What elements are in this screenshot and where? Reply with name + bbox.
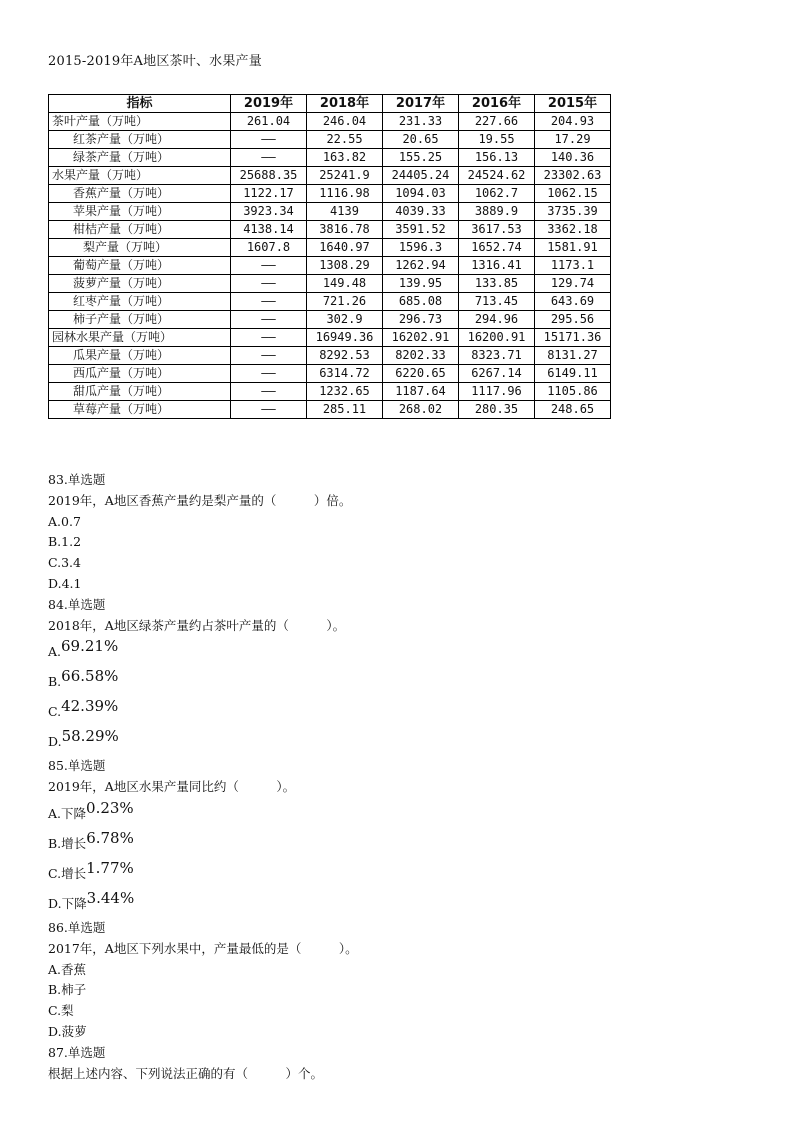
option-text: 菠萝 <box>61 1023 87 1039</box>
option-prefix: C. <box>48 704 62 720</box>
table-cell: 24405.24 <box>383 167 459 185</box>
option-prefix: D. <box>48 734 62 750</box>
data-table-container <box>48 94 611 419</box>
table-cell: —— <box>231 311 307 329</box>
option-prefix: D. <box>48 895 62 911</box>
table-cell: 149.48 <box>307 275 383 293</box>
answer-option[interactable] <box>48 553 768 574</box>
option-value: 1.77% <box>86 858 134 877</box>
table-cell: —— <box>231 365 307 383</box>
table-cell: 268.02 <box>383 401 459 419</box>
question-list <box>48 470 768 1084</box>
table-cell: —— <box>231 131 307 149</box>
table-row <box>49 401 611 419</box>
table-cell: 204.93 <box>535 113 611 131</box>
table-cell: 6220.65 <box>383 365 459 383</box>
table-cell: 6267.14 <box>459 365 535 383</box>
table-cell: 4138.14 <box>231 221 307 239</box>
answer-option[interactable] <box>48 726 768 756</box>
table-cell: 3591.52 <box>383 221 459 239</box>
row-label: 茶叶产量（万吨） <box>49 113 231 131</box>
table-row <box>49 203 611 221</box>
table-cell: 296.73 <box>383 311 459 329</box>
table-cell: 133.85 <box>459 275 535 293</box>
table-row <box>49 185 611 203</box>
table-row <box>49 257 611 275</box>
table-cell: —— <box>231 383 307 401</box>
table-cell: 19.55 <box>459 131 535 149</box>
table-cell: 1316.41 <box>459 257 535 275</box>
option-prefix: A. <box>48 805 62 821</box>
question-stem: 2017年，A地区下列水果中，产量最低的是（ ）。 <box>48 940 358 956</box>
table-cell: 15171.36 <box>535 329 611 347</box>
table-cell: —— <box>231 149 307 167</box>
table-cell: 1062.15 <box>535 185 611 203</box>
question-number: 87.单选题 <box>48 1044 106 1060</box>
table-cell: 23302.63 <box>535 167 611 185</box>
table-cell: 4039.33 <box>383 203 459 221</box>
row-label: 绿茶产量（万吨） <box>49 149 231 167</box>
table-cell: 6149.11 <box>535 365 611 383</box>
row-label: 甜瓜产量（万吨） <box>49 383 231 401</box>
question-block <box>48 595 768 757</box>
answer-option[interactable] <box>48 574 768 595</box>
question-stem: 2019年，A地区水果产量同比约（ ）。 <box>48 779 296 795</box>
option-prefix: A. <box>48 644 62 660</box>
table-cell: 295.56 <box>535 311 611 329</box>
header-year: 2019年 <box>231 95 307 113</box>
table-cell: 1117.96 <box>459 383 535 401</box>
option-text: 下降 <box>61 805 87 821</box>
table-row <box>49 239 611 257</box>
question-number: 86.单选题 <box>48 919 106 935</box>
question-block <box>48 470 768 595</box>
table-cell: 227.66 <box>459 113 535 131</box>
option-prefix: A. <box>48 961 62 977</box>
answer-option[interactable] <box>48 666 768 696</box>
answer-option[interactable] <box>48 798 768 828</box>
page-title: 2015-2019年A地区茶叶、水果产量 <box>48 54 262 69</box>
header-row <box>49 95 611 113</box>
table-cell: 3617.53 <box>459 221 535 239</box>
answer-option[interactable] <box>48 1001 768 1022</box>
table-cell: 1105.86 <box>535 383 611 401</box>
table-cell: 1187.64 <box>383 383 459 401</box>
option-text: 增长 <box>61 865 87 881</box>
answer-option[interactable] <box>48 888 768 918</box>
question-block <box>48 918 768 1043</box>
option-value: 1.2 <box>61 534 82 550</box>
option-value: 3.4 <box>61 555 81 571</box>
table-cell: 4139 <box>307 203 383 221</box>
table-cell: 3735.39 <box>535 203 611 221</box>
question-number: 85.单选题 <box>48 758 106 774</box>
table-row <box>49 113 611 131</box>
row-label: 红茶产量（万吨） <box>49 131 231 149</box>
table-cell: 8323.71 <box>459 347 535 365</box>
header-year: 2016年 <box>459 95 535 113</box>
row-label: 香蕉产量（万吨） <box>49 185 231 203</box>
option-value: 4.1 <box>61 575 82 591</box>
row-label: 红枣产量（万吨） <box>49 293 231 311</box>
table-row <box>49 365 611 383</box>
table-row <box>49 293 611 311</box>
table-cell: 302.9 <box>307 311 383 329</box>
table-cell: 3889.9 <box>459 203 535 221</box>
option-value: 0.23% <box>86 798 134 817</box>
row-label: 西瓜产量（万吨） <box>49 365 231 383</box>
table-row <box>49 149 611 167</box>
question-block <box>48 756 768 918</box>
row-label: 梨产量（万吨） <box>49 239 231 257</box>
table-cell: 643.69 <box>535 293 611 311</box>
question-number: 83.单选题 <box>48 472 106 487</box>
table-row <box>49 167 611 185</box>
answer-option[interactable] <box>48 960 768 981</box>
option-value: 6.78% <box>86 828 134 847</box>
table-cell: 163.82 <box>307 149 383 167</box>
table-header <box>49 95 611 113</box>
option-value: 69.21% <box>61 637 119 656</box>
table-cell: 25688.35 <box>231 167 307 185</box>
option-prefix: B. <box>48 835 62 851</box>
table-cell: —— <box>231 347 307 365</box>
table-cell: 156.13 <box>459 149 535 167</box>
table-cell: 24524.62 <box>459 167 535 185</box>
table-body <box>49 113 611 419</box>
option-text: 增长 <box>61 835 87 851</box>
table-cell: 1173.1 <box>535 257 611 275</box>
table-cell: 1308.29 <box>307 257 383 275</box>
table-cell: 16202.91 <box>383 329 459 347</box>
table-cell: 17.29 <box>535 131 611 149</box>
table-cell: 1640.97 <box>307 239 383 257</box>
table-cell: 3816.78 <box>307 221 383 239</box>
table-cell: 3362.18 <box>535 221 611 239</box>
row-label: 瓜果产量（万吨） <box>49 347 231 365</box>
row-label: 柑桔产量（万吨） <box>49 221 231 239</box>
table-row <box>49 131 611 149</box>
option-prefix: C. <box>48 865 62 881</box>
table-row <box>49 221 611 239</box>
answer-option[interactable] <box>48 1022 768 1043</box>
header-year: 2017年 <box>383 95 459 113</box>
table-cell: 3923.34 <box>231 203 307 221</box>
option-value: 66.58% <box>61 667 119 686</box>
answer-option[interactable] <box>48 532 768 553</box>
option-text: 香蕉 <box>61 961 87 977</box>
header-year: 2015年 <box>535 95 611 113</box>
answer-option[interactable] <box>48 858 768 888</box>
table-cell: 280.35 <box>459 401 535 419</box>
option-text: 梨 <box>61 1003 74 1019</box>
question-stem: 2018年，A地区绿茶产量约占茶叶产量的（ ）。 <box>48 617 346 633</box>
table-cell: 246.04 <box>307 113 383 131</box>
option-prefix: D. <box>48 575 62 591</box>
table-cell: —— <box>231 293 307 311</box>
option-text: 下降 <box>61 895 87 911</box>
table-cell: 1596.3 <box>383 239 459 257</box>
table-cell: 713.45 <box>459 293 535 311</box>
table-row <box>49 383 611 401</box>
option-value: 3.44% <box>86 888 135 907</box>
table-row <box>49 311 611 329</box>
table-cell: 685.08 <box>383 293 459 311</box>
option-text: 柿子 <box>61 982 87 998</box>
table-cell: 22.55 <box>307 131 383 149</box>
option-prefix: B. <box>48 674 62 690</box>
table-cell: —— <box>231 257 307 275</box>
table-cell: 231.33 <box>383 113 459 131</box>
question-stem: 根据上述内容、下列说法正确的有（ ）个。 <box>48 1065 324 1081</box>
answer-option[interactable] <box>48 828 768 858</box>
option-prefix: C. <box>48 1003 62 1019</box>
table-cell: 16200.91 <box>459 329 535 347</box>
table-cell: 294.96 <box>459 311 535 329</box>
table-cell: —— <box>231 401 307 419</box>
option-prefix: C. <box>48 555 62 571</box>
answer-option[interactable] <box>48 980 768 1001</box>
table-row <box>49 275 611 293</box>
row-label: 草莓产量（万吨） <box>49 401 231 419</box>
table-cell: 1062.7 <box>459 185 535 203</box>
question-block <box>48 1043 768 1085</box>
table-cell: 721.26 <box>307 293 383 311</box>
row-label: 园林水果产量（万吨） <box>49 329 231 347</box>
question-number: 84.单选题 <box>48 596 106 612</box>
table-cell: 285.11 <box>307 401 383 419</box>
table-cell: 1116.98 <box>307 185 383 203</box>
table-cell: 1652.74 <box>459 239 535 257</box>
table-cell: 20.65 <box>383 131 459 149</box>
table-cell: 25241.9 <box>307 167 383 185</box>
answer-option[interactable] <box>48 696 768 726</box>
row-label: 菠萝产量（万吨） <box>49 275 231 293</box>
table-cell: 1122.17 <box>231 185 307 203</box>
table-cell: 1262.94 <box>383 257 459 275</box>
table-cell: 1094.03 <box>383 185 459 203</box>
table-cell: 155.25 <box>383 149 459 167</box>
question-stem: 2019年，A地区香蕉产量约是梨产量的（ ）倍。 <box>48 492 352 508</box>
table-row <box>49 347 611 365</box>
table-cell: 8202.33 <box>383 347 459 365</box>
table-cell: 8292.53 <box>307 347 383 365</box>
table-cell: —— <box>231 329 307 347</box>
table-cell: 6314.72 <box>307 365 383 383</box>
table-cell: 139.95 <box>383 275 459 293</box>
row-label: 水果产量（万吨） <box>49 167 231 185</box>
option-prefix: B. <box>48 982 62 998</box>
table-cell: 1232.65 <box>307 383 383 401</box>
table-cell: 1581.91 <box>535 239 611 257</box>
table-cell: 248.65 <box>535 401 611 419</box>
row-label: 柿子产量（万吨） <box>49 311 231 329</box>
table-cell: 129.74 <box>535 275 611 293</box>
option-prefix: A. <box>48 513 62 529</box>
option-value: 58.29% <box>61 727 119 746</box>
option-prefix: B. <box>48 534 62 550</box>
answer-option[interactable] <box>48 512 768 533</box>
table-cell: 140.36 <box>535 149 611 167</box>
table-cell: 8131.27 <box>535 347 611 365</box>
production-table <box>48 94 611 419</box>
option-prefix: D. <box>48 1023 62 1039</box>
row-label: 苹果产量（万吨） <box>49 203 231 221</box>
option-value: 0.7 <box>61 513 81 529</box>
header-year: 2018年 <box>307 95 383 113</box>
option-value: 42.39% <box>61 697 119 716</box>
table-row <box>49 329 611 347</box>
row-label: 葡萄产量（万吨） <box>49 257 231 275</box>
table-cell: 16949.36 <box>307 329 383 347</box>
answer-option[interactable] <box>48 636 768 666</box>
header-indicator: 指标 <box>49 95 231 113</box>
table-cell: —— <box>231 275 307 293</box>
table-cell: 1607.8 <box>231 239 307 257</box>
table-cell: 261.04 <box>231 113 307 131</box>
